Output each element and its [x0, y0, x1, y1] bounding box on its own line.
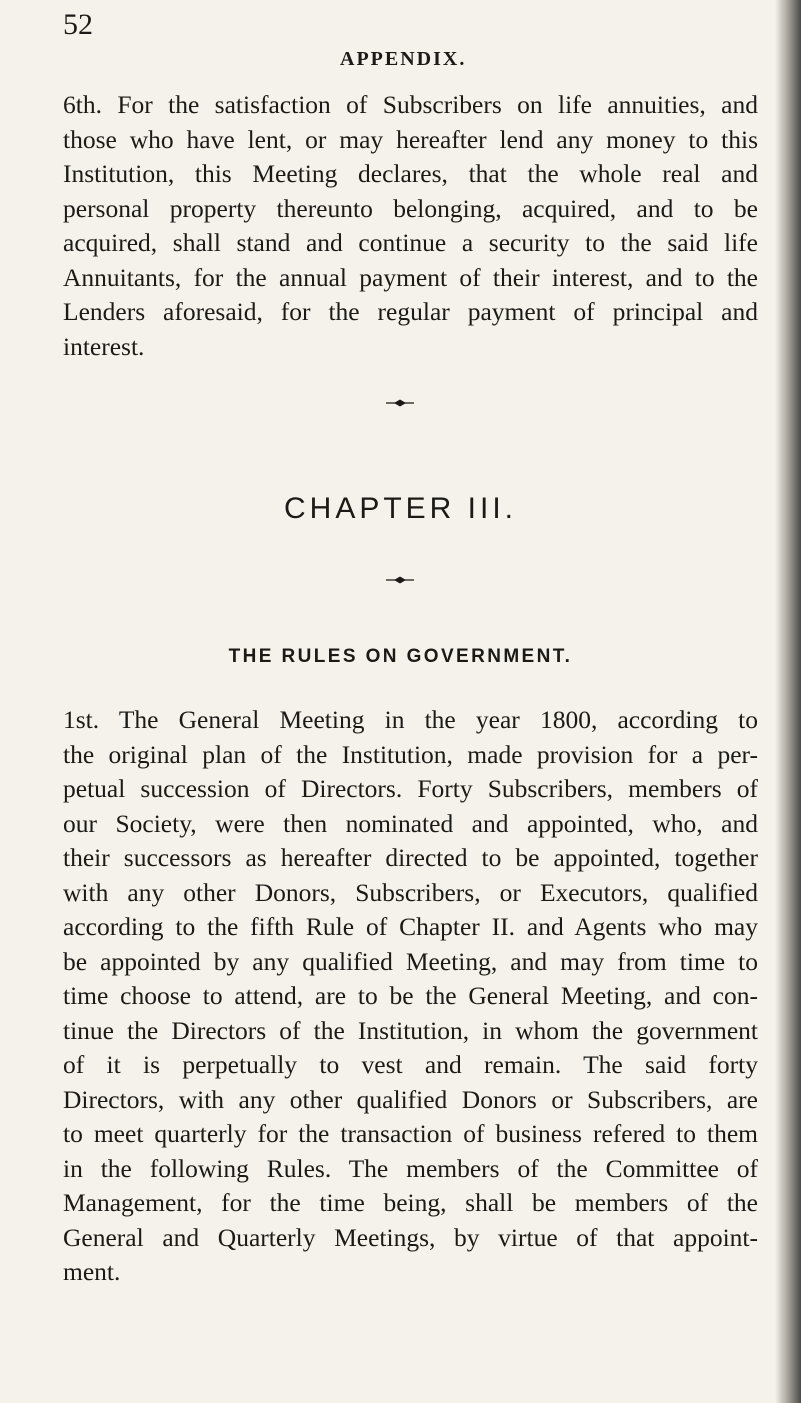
- paragraph-1st: [63, 703, 758, 1290]
- running-head: APPENDIX.: [340, 48, 467, 70]
- text-line: ment.: [63, 1257, 121, 1286]
- text-line: in the following Rules. The members of the Committee of: [63, 1153, 758, 1183]
- text-line: Lenders aforesaid, for the regular payment of principal and: [63, 297, 758, 326]
- text-line: our Society, were then nominated and appointed, who, and: [63, 808, 758, 838]
- text-line: Annuitants, for the annual payment of their interest, and to the: [63, 262, 758, 292]
- text-line: tinue the Directors of the Institution, in whom the government: [63, 1015, 758, 1045]
- text-line: General and Quarterly Meetings, by virtue of that appoint-: [63, 1222, 758, 1252]
- ornament-rule: [386, 398, 414, 408]
- text-line: the original plan of the Institution, made provision for a per-: [63, 739, 758, 769]
- text-line: 1st. The General Meeting in the year 1800, according to: [63, 705, 758, 734]
- text-line: to meet quarterly for the transaction of business refered to them: [63, 1119, 758, 1148]
- text-line: their successors as hereafter directed to be appointed, together: [63, 843, 758, 872]
- text-line: petual succession of Directors. Forty Subscribers, members of: [63, 774, 758, 803]
- text-line: 6th. For the satisfaction of Subscribers on life annuities, and: [63, 90, 758, 119]
- page-number: 52: [63, 8, 93, 41]
- section-title: THE RULES ON GOVERNMENT.: [228, 646, 573, 667]
- text-line: personal property thereunto belonging, acquired, and to be: [63, 193, 758, 223]
- paragraph-6th: [63, 88, 758, 364]
- text-line: acquired, shall stand and continue a security to the said life: [63, 228, 758, 257]
- text-line: of it is perpetually to vest and remain. The said forty: [63, 1050, 758, 1079]
- text-line: Directors, with any other qualified Donors or Subscribers, are: [63, 1084, 758, 1114]
- text-line: according to the fifth Rule of Chapter II. and Agents who may: [63, 912, 758, 941]
- text-line: those who have lent, or may hereafter lend any money to this: [63, 124, 758, 154]
- text-line: time choose to attend, are to be the General Meeting, and con-: [63, 981, 758, 1010]
- binding-edge-shadow: [775, 0, 801, 1403]
- ornament-rule: [386, 575, 414, 585]
- text-line: with any other Donors, Subscribers, or Executors, qualified: [63, 877, 758, 907]
- chapter-title: CHAPTER III.: [283, 492, 518, 525]
- text-line: be appointed by any qualified Meeting, and may from time to: [63, 946, 758, 976]
- text-line: Management, for the time being, shall be members of the: [63, 1188, 758, 1217]
- text-line: interest.: [63, 331, 145, 361]
- text-line: Institution, this Meeting declares, that the whole real and: [63, 159, 758, 188]
